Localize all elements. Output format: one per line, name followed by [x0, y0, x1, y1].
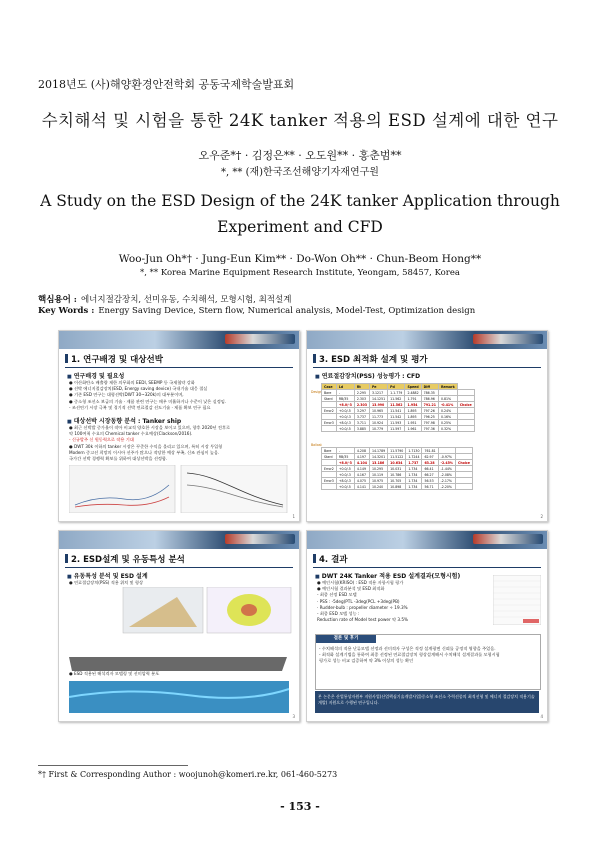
- table-cell: 4.141: [354, 484, 369, 490]
- korean-keywords-text: 에너지절감장치, 선미유동, 수치해석, 모형시험, 최적설계: [80, 295, 292, 305]
- table-cell: 56.53: [422, 478, 438, 484]
- table-cell: Stard: [322, 454, 337, 460]
- bullet-item: ● 최근 선박발 중가율이 작아 비교적 양호한 시장을 보이고 있으며, 향후 2020년 전후로: [69, 425, 231, 430]
- table-cell: [322, 484, 337, 490]
- conclusion-lines: [319, 646, 500, 665]
- table-row: [322, 484, 473, 490]
- table-cell: 11.5122: [388, 454, 406, 460]
- table-cell: 0.32%: [438, 426, 457, 432]
- bullet-item: - 최종 선정 ESD 모델: [317, 592, 357, 598]
- slide-page: 2: [540, 514, 543, 519]
- table-cell: [322, 426, 337, 432]
- title-rule: [65, 567, 293, 568]
- section-heading: ■ 연구배경 및 필요성: [67, 371, 124, 380]
- table-cell: 1.954: [405, 402, 421, 408]
- slide-title: 1. 연구배경 및 대상선박: [65, 353, 163, 365]
- english-affiliation: *, ** Korea Marine Equipment Research Institute, Yeongam, 58457, Korea: [140, 268, 460, 278]
- col-header: Rt: [354, 384, 369, 390]
- table-cell: 4.167: [354, 472, 369, 478]
- table-cell: 10.786: [388, 472, 406, 478]
- table-cell: 791.21: [421, 402, 438, 408]
- title-rule: [313, 567, 541, 568]
- table-cell: 3.885: [354, 426, 369, 432]
- table-cell: 10.924: [369, 420, 387, 426]
- bullet-item: ● 연료절감장치(PSS) 적용 위치 및 형상: [69, 580, 144, 585]
- conclusion-line: 평가로 성능 비교 검증하여 약 3% 이상의 성능 확인: [319, 658, 414, 664]
- table-cell: 62.97: [422, 454, 438, 460]
- remark-cell: Choice: [457, 402, 474, 408]
- slide-banner: [59, 531, 299, 549]
- slide-banner: [307, 531, 547, 549]
- table-cell: Error2: [322, 408, 337, 414]
- col-header: Ld: [336, 384, 354, 390]
- col-header: Pe: [369, 384, 387, 390]
- table-cell: 11.562: [388, 396, 405, 402]
- table-cell: +0.0/-5: [336, 484, 354, 490]
- table-row: [322, 426, 475, 432]
- table-cell: 10.031: [388, 466, 406, 472]
- slide-background-and-target-ship: [58, 330, 300, 522]
- table-cell: -2.45%: [438, 460, 455, 466]
- bullet-item: 국가간 선박 경쟁력 확보를 위하여 대상선박을 선정함.: [69, 456, 168, 462]
- title-rule: [313, 367, 541, 368]
- table-cell: 797.26: [421, 408, 438, 414]
- footnote-rule: [38, 765, 188, 766]
- bullet-list: [69, 425, 230, 462]
- col-header: Remark: [438, 384, 457, 390]
- bullet-item: 약 100여척 수요의 Chemical tanker 수요예상(Clackson/2016).: [69, 431, 193, 437]
- bullet-item: · Rudder-bulb : propeller diameter ÷ 19.3%: [317, 604, 408, 610]
- ship-icon: [225, 534, 295, 544]
- table-cell: +0.0/-5: [336, 466, 354, 472]
- table-cell: -0.41%: [438, 402, 457, 408]
- table-cell: 3.737: [354, 414, 369, 420]
- ship-icon: [473, 334, 543, 344]
- footnote: *† First & Corresponding Author : woojunoh@komeri.re.kr, 061-460-5273: [38, 770, 338, 779]
- table-cell: -2.20%: [438, 484, 455, 490]
- table-cell: 0.81%: [438, 396, 457, 402]
- table-cell: 14.1251: [369, 396, 387, 402]
- table-cell: Error2: [322, 466, 337, 472]
- section-heading: ■ 연료절감장치(PSS) 성능평가 : CFD: [315, 371, 420, 380]
- section-heading: ■ DWT 24K Tanker 적용 ESD 설계결과(모형시험): [315, 571, 460, 580]
- table-cell: -: [336, 390, 354, 396]
- table-cell: 10.975: [369, 478, 387, 484]
- bullet-item: ● 중소형 조선소 보급의 기술 · 제품 관련 연구는 매우 미흡하거나 수준이 낮은 실정임.: [69, 398, 227, 404]
- english-authors: Woo-Jun Oh*† · Jung-Eun Kim** · Do-Won Oh** · Chun-Beom Hong**: [118, 253, 482, 265]
- table-cell: 1.893: [405, 414, 421, 420]
- table-cell: 796.25: [421, 414, 438, 420]
- korean-title: 수치해석 및 시험을 통한 24K tanker 적용의 ESD 설계에 대한 연구: [41, 111, 559, 130]
- conference-header: 2018년도 (사)해양환경안전학회 공동국제학술발표회: [38, 78, 295, 91]
- table-cell: 1.734: [406, 466, 422, 472]
- table-cell: 10.965: [369, 408, 387, 414]
- table-cell: +8.0/-3: [336, 460, 354, 466]
- cfd-table-design: [321, 383, 475, 432]
- table-cell: 0.16%: [438, 414, 457, 420]
- flow-analysis-figures: [67, 587, 293, 715]
- table-cell: -2.08%: [438, 472, 455, 478]
- table-cell: -0.97%: [438, 454, 455, 460]
- slide-title: 4. 결과: [313, 553, 348, 565]
- table-cell: Bare: [322, 390, 337, 396]
- slide-results: [306, 530, 548, 722]
- remark-cell: [456, 484, 473, 490]
- table-cell: +0.0/-5: [336, 408, 354, 414]
- table-cell: 2.4882: [405, 390, 421, 396]
- table-cell: 1.734: [406, 484, 422, 490]
- table-cell: 2.295: [354, 390, 369, 396]
- bullet-item: ● DWT 30k 이하의 tanker 시장은 꾸준한 수익을 올리고 있으며, 특히 시장 투입형: [69, 443, 223, 449]
- ship-icon: [473, 534, 543, 544]
- table-cell: +0.0/-3: [336, 414, 354, 420]
- table-cell: Stard: [322, 396, 337, 402]
- bullet-list: [69, 380, 226, 411]
- korean-keywords: [38, 293, 291, 305]
- table-cell: Error3: [322, 478, 337, 484]
- table-cell: Bare: [322, 448, 337, 454]
- table-cell: 11.542: [388, 414, 405, 420]
- table-cell: 1.961: [405, 426, 421, 432]
- col-header: Speed: [405, 384, 421, 390]
- table-cell: 66.41: [422, 466, 438, 472]
- col-header: Pd: [388, 384, 405, 390]
- ship-icon: [225, 334, 295, 344]
- bullet-list: [317, 580, 408, 623]
- table-cell: 14.3201: [369, 454, 387, 460]
- table-cell: 10.898: [388, 484, 406, 490]
- table-cell: 3.297: [354, 408, 369, 414]
- table-cell: 10.634: [388, 460, 406, 466]
- table-cell: 3.711: [354, 420, 369, 426]
- table-cell: 11.541: [388, 408, 405, 414]
- remark-cell: [457, 426, 474, 432]
- table-cell: +8.0/-3: [336, 402, 354, 408]
- table-cell: 2.303: [354, 396, 369, 402]
- col-header: Case: [322, 384, 337, 390]
- table-cell: RB/35: [336, 396, 354, 402]
- row-label-design: Design: [311, 390, 323, 394]
- bullet-item: Reduction rate of Model test power 약 3.5%: [317, 617, 409, 623]
- title-rule: [65, 367, 293, 368]
- table-cell: 66.27: [422, 472, 438, 478]
- conclusion-box-title: 결론 및 후기: [316, 635, 376, 643]
- table-cell: 11.773: [369, 414, 387, 420]
- table-cell: 3.1217: [369, 390, 387, 396]
- table-cell: +0.0/-3: [336, 472, 354, 478]
- market-charts-figure: [69, 465, 289, 513]
- cfd-table-ballast: [321, 447, 473, 490]
- table-cell: 4.208: [354, 448, 369, 454]
- bullet-item: ● 기존 ESD 연구는 대형선박(DWT 30~320k)의 대부분이며,: [69, 392, 184, 398]
- korean-authors: 오우준*† · 김정은** · 오도원** · 홍춘범**: [198, 149, 402, 162]
- table-cell: -2.17%: [438, 478, 455, 484]
- table-cell: +8.0/-3: [336, 420, 354, 426]
- table-cell: +0.0/-5: [336, 426, 354, 432]
- korean-keywords-label: 핵심용어 :: [38, 295, 77, 305]
- conclusion-line: - 수치해석의 적용 난류모델 선정과 선미격자 구성은 적정 설계평면 신뢰를 공정적 영향을 주었음.: [319, 646, 496, 651]
- table-cell: 4.149: [354, 466, 369, 472]
- bullet-item-red: - 신규발주 신 원동력으로 작용 기대: [69, 437, 134, 443]
- col-header: Diff: [421, 384, 438, 390]
- bullet-item: ● 예인시험 결과분석 및 ESD 최적화: [317, 586, 385, 592]
- slide-title: 3. ESD 최적화 설계 및 평가: [313, 353, 428, 365]
- table-cell: 797.36: [421, 426, 438, 432]
- table-cell: 2.303: [354, 402, 369, 408]
- table-cell: 10.240: [369, 484, 387, 490]
- table-cell: Error3: [322, 420, 337, 426]
- table-cell: 11.562: [388, 402, 405, 408]
- section-heading: ■ 유동특성 분석 및 ESD 설계: [67, 571, 148, 580]
- table-cell: 1.1.779: [388, 390, 405, 396]
- table-cell: 761.81: [422, 448, 438, 454]
- table-cell: 13.186: [369, 460, 387, 466]
- slide-banner: [59, 331, 299, 349]
- slide-banner: [307, 331, 547, 349]
- table-cell: 11.5790: [388, 448, 406, 454]
- bullet-item: ● ESD 적용된 해석격자 모델링 및 선미압력 분포: [69, 671, 160, 676]
- table-cell: 11.593: [388, 420, 405, 426]
- table-cell: 10.119: [369, 472, 387, 478]
- table-cell: 1.734: [406, 478, 422, 484]
- table-cell: 63.28: [422, 460, 438, 466]
- table-cell: 11.597: [388, 426, 405, 432]
- slide-esd-design-flow: [58, 530, 300, 722]
- table-cell: 1.734: [406, 472, 422, 478]
- table-cell: 56.71: [422, 484, 438, 490]
- table-cell: 1.893: [405, 408, 421, 414]
- table-cell: 786.96: [421, 396, 438, 402]
- table-cell: 1.7130: [406, 448, 422, 454]
- slide-page: 1: [292, 514, 295, 519]
- table-cell: 1.791: [405, 396, 421, 402]
- table-cell: 10.295: [369, 466, 387, 472]
- section-heading: ■ 대상선박 시장동향 분석 : Tanker ship: [67, 416, 181, 425]
- table-cell: 1.7244: [406, 454, 422, 460]
- table-body-ballast: [322, 448, 473, 490]
- bullet-item: - 최종 ESD 모델 성능 :: [317, 611, 360, 617]
- bullet-item: - 조선연기 시장 극복 및 경기적 선박 연료절감 선도기술 · 제품 확보 연구 필요: [69, 404, 211, 410]
- table-cell: 14.1789: [369, 448, 387, 454]
- bullet-item: Modern 중고선 희망의 이시아 선주가 많으나 적당한 예상 부족, 신조 관심이 높음.: [69, 449, 220, 455]
- english-keywords-text: Energy Saving Device, Stern flow, Numerical analysis, Model-Test, Optimization design: [98, 306, 476, 316]
- english-title: A Study on the ESD Design of the 24K tanker Application through Experiment and CFD: [40, 192, 560, 236]
- bullet-item: · PSS : -5deg(PTL -3deg(PCL +3deg(PB): [317, 598, 400, 604]
- table-cell: +8.0/-3: [336, 478, 354, 484]
- bullet-item: ● 선박 에너지절감장치(ESD, Energy saving device) 국내기술 대응 절실: [69, 386, 208, 392]
- conclusion-line: - 최적화 설계기법을 통하여 최종 선정된 연료절감장치 형상설계해서 수치해석 설계결과를 모형시험: [319, 652, 500, 658]
- model-test-table-figure: [493, 575, 541, 625]
- table-cell: 13.990: [369, 402, 387, 408]
- page-number: - 153 -: [280, 800, 320, 813]
- table-cell: 0.25%: [438, 420, 457, 426]
- table-cell: 797.98: [421, 420, 438, 426]
- slide-page: 4: [540, 714, 543, 719]
- remark-cell: Choice: [456, 460, 473, 466]
- bullet-item: ● 예인시험(KRISO) : ESD 적용 자항시험 평가: [317, 580, 404, 585]
- slide-esd-optimization: [306, 330, 548, 522]
- table-body-design: [322, 390, 475, 432]
- table-cell: 10.705: [388, 478, 406, 484]
- table-cell: -1.44%: [438, 466, 455, 472]
- slide-title: 2. ESD설계 및 유동특성 분석: [65, 553, 185, 565]
- english-keywords: [38, 306, 475, 316]
- table-cell: RB/35: [336, 454, 354, 460]
- acknowledgement: 본 논문은 산업통상자원부 지원사업(산업핵심기술개발사업)중소형 조선소 주력선종의 최적선형 및 에너지 절감장치 적용기술 개발) 지원으로 수행된 연구입니다.: [315, 691, 539, 713]
- table-cell: 0.24%: [438, 408, 457, 414]
- table-cell: 4.197: [354, 454, 369, 460]
- korean-affiliation: *, ** (재)한국조선해양기자재연구원: [221, 167, 379, 178]
- slide-page: 3: [292, 714, 295, 719]
- table-cell: 10.779: [369, 426, 387, 432]
- table-cell: 4.104: [354, 460, 369, 466]
- table-cell: 4.075: [354, 478, 369, 484]
- row-label-ballast: Ballast: [311, 443, 322, 447]
- bullet-item: ● 이산화탄소 배출량 제한 의무화의 EEDI, SEEMP 등 국제협약 강화: [69, 380, 195, 385]
- table-cell: 1.951: [405, 420, 421, 426]
- table-cell: 1.737: [406, 460, 422, 466]
- table-cell: -: [336, 448, 354, 454]
- conclusion-box: [315, 634, 541, 690]
- table-cell: 786.35: [421, 390, 438, 396]
- english-keywords-label: Key Words :: [38, 306, 95, 316]
